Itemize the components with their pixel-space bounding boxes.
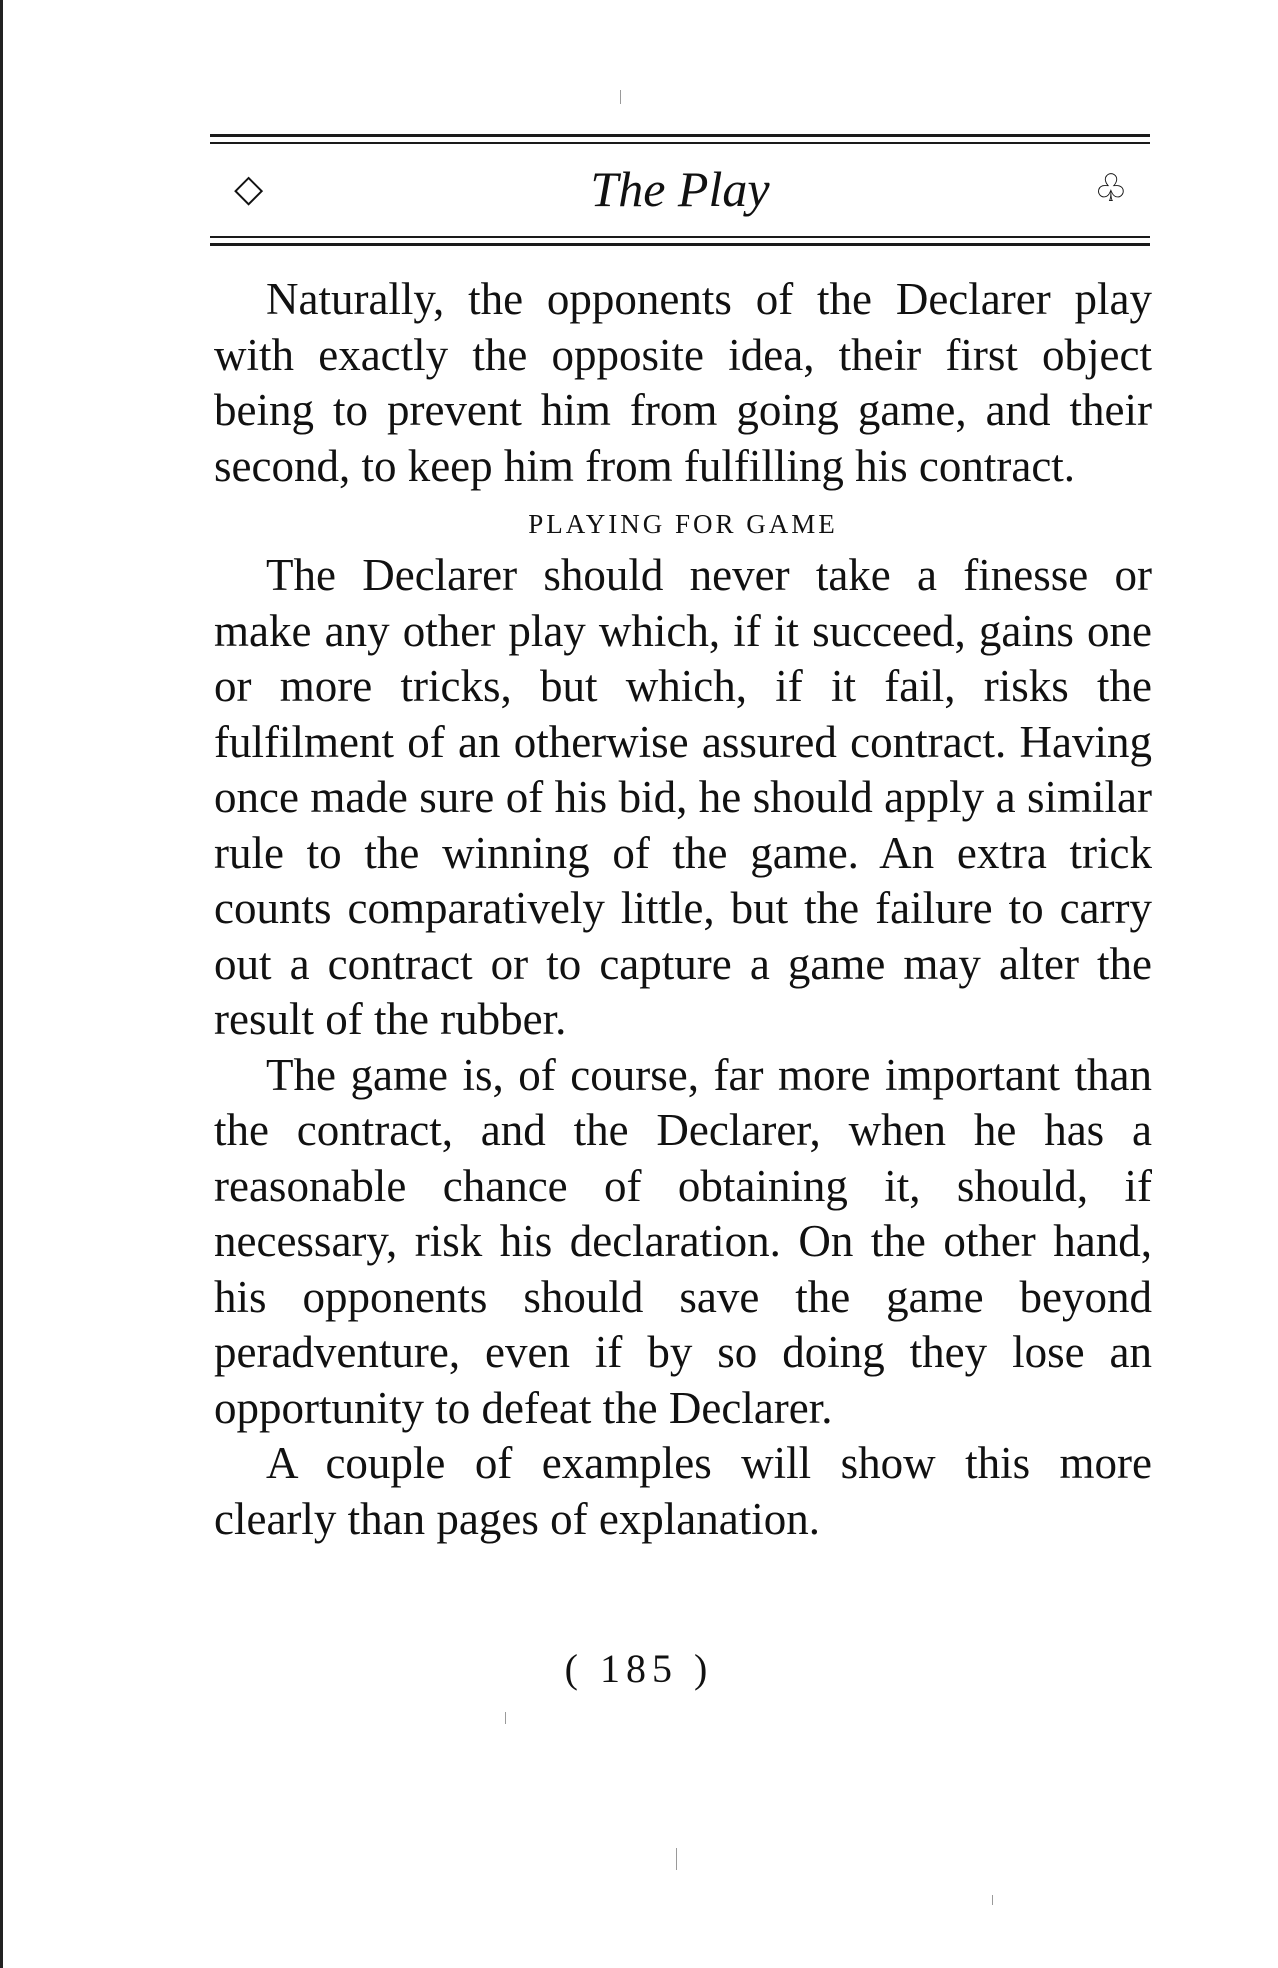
header-rule [210,134,1150,137]
diamond-suit-icon: ◇ [234,168,264,210]
running-header [210,160,1150,230]
header-rule [210,142,1150,144]
header-rule [210,236,1150,238]
running-title: The Play [590,161,770,217]
paragraph: The game is, of course, far more important than the contract, and the Declarer, when he has a reasonable chance of obtaining it, should, if necessary, risk his declaration. On the other hand, his opponents should save the game beyond peradventure, even if by so doing they lose an opportunity to defeat the Declarer. [214,1049,1152,1433]
section-heading: PLAYING FOR GAME [528,509,838,539]
club-suit-icon: ♧ [1093,168,1128,210]
header-top-rules [210,134,1150,149]
header-bottom-rules [210,236,1150,251]
paper-speck [992,1895,993,1905]
paragraph: The Declarer should never take a finesse or make any other play which, if it succeed, gains one or more tricks, but which, if it fail, risks the fulfilment of an otherwise assured contract. Having once made sure of his bid, he should apply a similar rule to the winning of the game. An extra trick counts comparatively little, but the failure to carry out a contract or to capture a game may alter the result of the rubber. [214,550,1152,1044]
paper-speck [620,90,621,104]
paragraph: A couple of examples will show this more clearly than pages of explanation. [214,1438,1152,1544]
paper-speck [505,1712,506,1724]
body-text [214,272,1152,1547]
intro-paragraph: Naturally, the opponents of the Declarer play with exactly the opposite idea, their first object being to prevent him from going game, and their second, to keep him from fulfilling his contract. [214,274,1152,491]
header-rule [210,243,1150,246]
page-number: ( 185 ) [564,1646,714,1691]
paper-speck [676,1848,677,1870]
